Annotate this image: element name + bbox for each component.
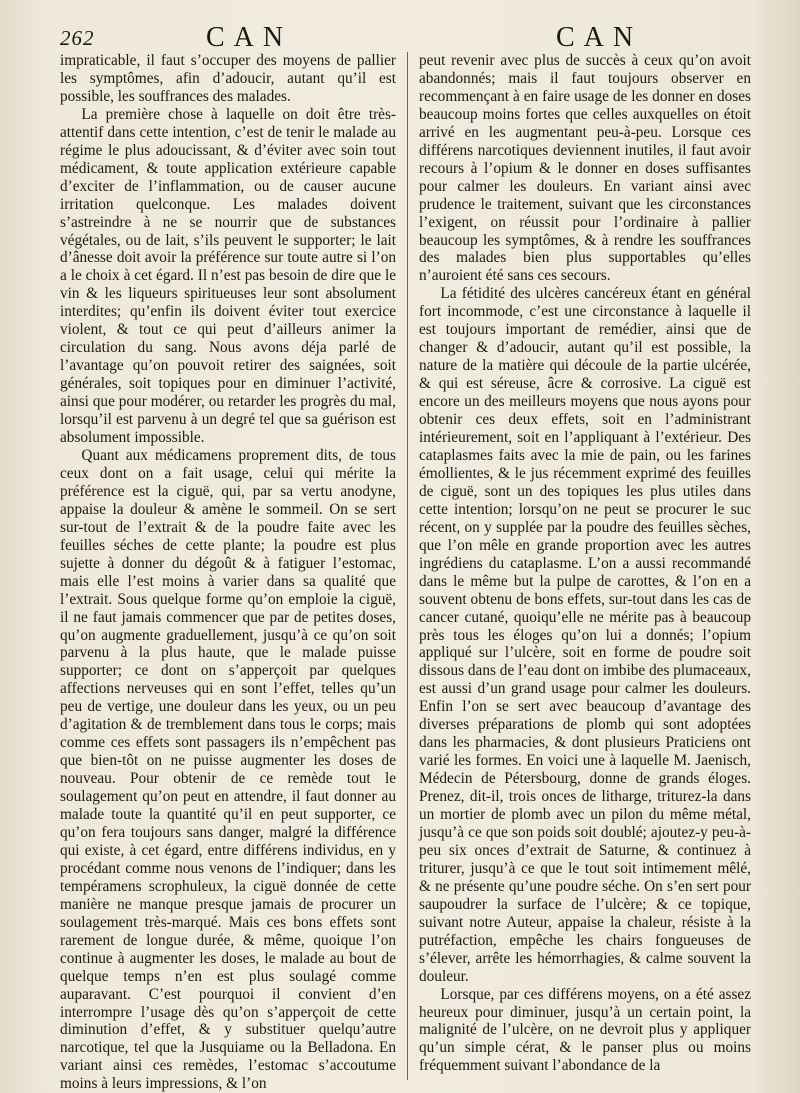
right-column xyxy=(419,52,751,1082)
paragraph: Lorsque, par ces différens moyens, on a été assez heureux pour diminuer, jusqu’à un certain point, la malignité de l’ulcère, on ne devroit plus y appliquer qu’un simple cérat, & le panser plus ou moins fréquemment suivant l’abondance de la xyxy=(419,985,751,1075)
page-number: 262 xyxy=(60,26,95,50)
paragraph: La fétidité des ulcères cancéreux étant en général fort incommode, c’est une circonstance à laquelle il est toujours important de remédier, ainsi que de changer & d’adoucir, autant qu’il est possible, la nature de la matière qui découle de la partie ulcérée, & qui est séreuse, âcre & corrosive. La ciguë est encore un des meilleurs moyens que nous ayons pour obtenir ces deux effets, soit en l’administrant intérieurement, soit en l’appliquant à l’extérieur. Des cataplasmes faits avec la mie de pain, ou les farines émollientes, & le jus récemment exprimé des feuilles de ciguë, sont un des topiques les plus utiles dans cette intention; lorsqu’on ne peut se procurer le suc récent, on y supplée par la poudre des feuilles sèches, que l’on mêle en grande proportion avec les autres ingrédiens du cataplasme. L’on a aussi recommandé dans le même but la pulpe de carottes, & l’on en a souvent obtenu de bons effets, sur-tout dans les cas de cancer cutané, quoiqu’elle ne mérite pas à beaucoup près tous les éloges qu’on lui a donnés; l’opium appliqué sur l’ulcère, soit en forme de poudre soit dissous dans de l’eau dont on imbibe des plumaceaux, est aussi d’un grand usage pour calmer les douleurs. Enfin l’on se sert avec beaucoup d’avantage des diverses préparations de plomb qui sont adoptées dans les pharmacies, & dont plusieurs Praticiens ont varié les formes. En voici une à laquelle M. Jaenisch, Médecin de Pétersbourg, donne de grands éloges. Prenez, dit-il, trois onces de litharge, triturez-la dans un mortier de plomb avec un pilon du même métal, jusqu’à ce que son poids soit doublé; ajoutez-y peu-à-peu six onces d’extrait de Saturne, & continuez à triturer, jusqu’à ce que le tout soit intimement mêlé, & ne présente qu’une poudre séche. On s’en sert pour saupoudrer la surface de l’ulcère; & ce topique, suivant notre Auteur, appaise la chaleur, résiste à la putréfaction, empêche les chairs fongueuses de s’élever, arrête les hémorrhagies, & calme souvent la douleur. xyxy=(419,285,751,985)
paragraph: peut revenir avec plus de succès à ceux qu’on avoit abandonnés; mais il faut toujours observer en recommençant à en faire usage de les donner en doses beaucoup moins fortes que celles auxquelles on étoit arrivé en les augmentant peu-à-peu. Lorsque ces différens narcotiques deviennent inutiles, il faut avoir recours à l’opium & le donner en doses suffisantes pour calmer les douleurs. En variant ainsi avec prudence le traitement, suivant que les circonstances l’exigent, on réussit pour l’ordinaire à pallier beaucoup les symptômes, & à rendre les souffrances des malades bien plus supportables qu’elles n’auroient été sans ces secours. xyxy=(419,52,751,285)
running-head-left: CAN xyxy=(206,22,293,53)
left-column xyxy=(60,52,396,1093)
running-head-right: CAN xyxy=(556,22,643,53)
paragraph: impraticable, il faut s’occuper des moyens de pallier les symptômes, afin d’adoucir, autant qu’il est possible, les souffrances des malades. xyxy=(60,52,396,105)
paragraph: Quant aux médicamens proprement dits, de tous ceux dont on a fait usage, celui qui mérite la préférence est la ciguë, qui, par sa vertu anodyne, appaise la douleur & amène le sommeil. On se sert sur-tout de l’extrait & de la poudre faite avec les feuilles séches de cette plante; la poudre est plus sujette à donner du dégoût & à fatiguer l’estomac, mais elle l’est moins à varier dans sa qualité que l’extrait. Sous quelque forme qu’on emploie la ciguë, il ne faut jamais commencer que par de petites doses, qu’on augmente graduellement, jusqu’à ce qu’on soit parvenu à la plus haute, que le malade puisse supporter; ce dont on s’apperçoit par quelques affections nerveuses qui en sont l’effet, telles qu’un peu de vertige, une douleur dans les yeux, ou un peu d’agitation & de tremblement dans tous le corps; mais comme ces effets sont passagers ils n’empêchent pas que bien-tôt on ne puisse augmenter les doses de nouveau. Pour obtenir de ce remède tout le soulagement qu’on peut en attendre, il faut donner au malade toute la quantité qu’il en peut supporter, ce qu’on fera toujours sans danger, malgré la différence qui existe, à cet égard, entre différens individus, en y procédant comme nous venons de l’indiquer; dans les tempéramens scrophuleux, la ciguë donnée de cette manière ne manque presque jamais de procurer un soulagement très-marqué. Mais ces bons effets sont rarement de longue durée, & même, quoique l’on continue à augmenter les doses, le malade au bout de quelque temps n’en est plus soulagé comme auparavant. C’est pourquoi il convient d’en interrompre l’usage dès qu’on s’apperçoit de cette diminution d’effet, & y substituer quelqu’autre narcotique, tel que la Jusquiame ou la Belladona. En variant ainsi ces remèdes, l’estomac s’accoutume moins à leurs impressions, & l’on xyxy=(60,446,396,1093)
column-divider xyxy=(407,52,408,1080)
paragraph: La première chose à laquelle on doit être très-attentif dans cette intention, c’est de tenir le malade au régime le plus adoucissant, & d’éviter avec soin tout médicament, & toute application extérieure capable d’exciter de l’inflammation, ou de causer aucune irritation quelconque. Les malades doivent s’astreindre à ne se nourrir que de substances végétales, ou de lait, s’ils peuvent le supporter; le lait d’ânesse doit avoir la préférence sur toute autre si l’on a le choix à cet égard. Il n’est pas besoin de dire que le vin & les liqueurs spiritueuses leur sont absolument interdites; qu’enfin ils doivent éviter tout exercice violent, & tout ce qui peut d’ailleurs animer la circulation du sang. Nous avons déja parlé de l’avantage qu’on pouvoit retirer des saignées, soit générales, soit topiques pour en diminuer l’activité, ainsi que pour modérer, ou retarder les progrès du mal, lorsqu’il est parvenu à un degré tel que sa guérison est absolument impossible. xyxy=(60,105,396,447)
page-header xyxy=(56,22,764,54)
